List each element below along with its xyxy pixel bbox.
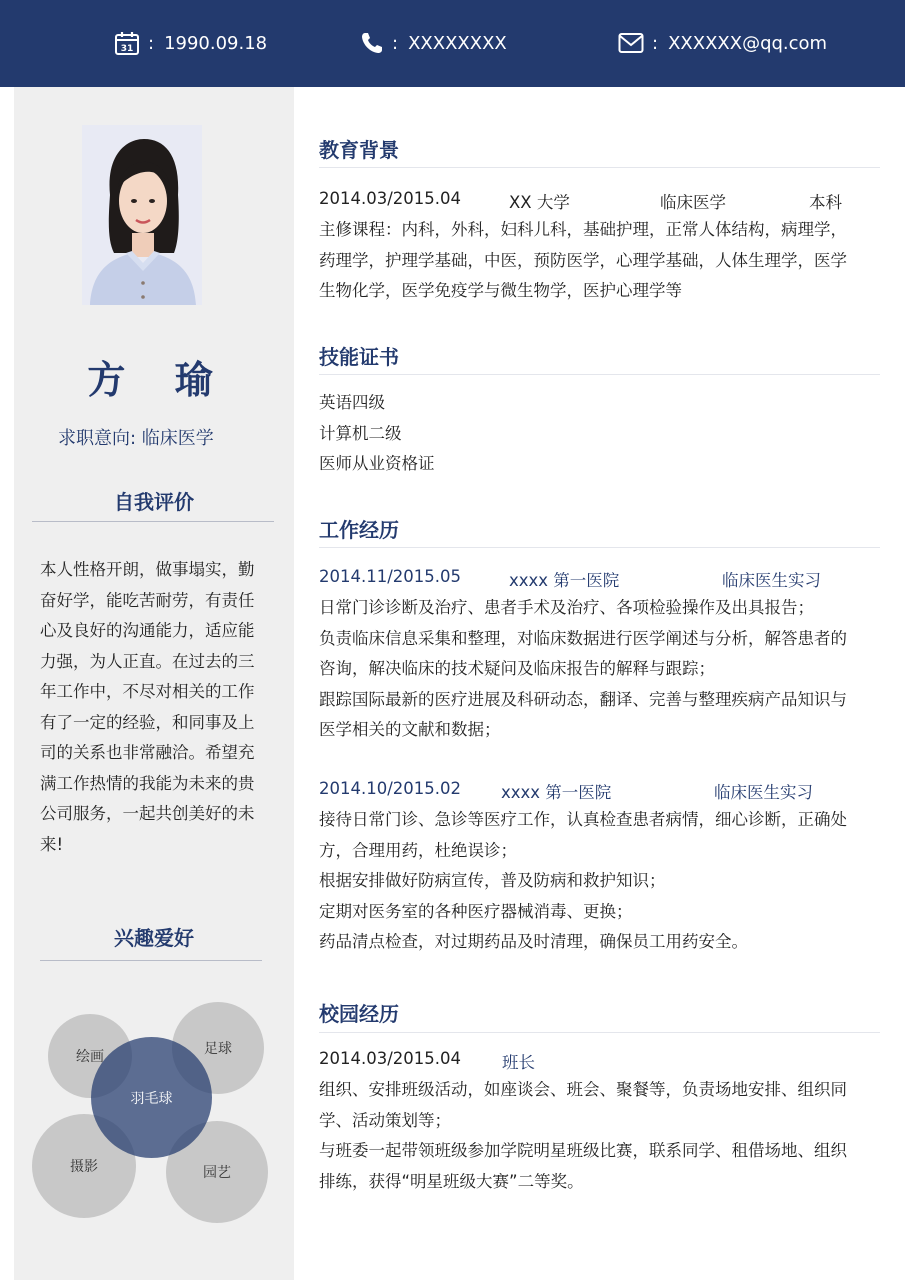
birthday-contact: [114, 28, 267, 58]
svg-text:31: 31: [120, 44, 134, 54]
campus-duty: 排练，获得“明星班级大赛”二等奖。: [319, 1171, 584, 1191]
campus-role: 班长: [502, 1053, 535, 1072]
education-divider: [319, 167, 880, 168]
job-1-org: xxxx 第一医院: [509, 571, 620, 590]
self-eval-line: 奋好学，能吃苦耐劳，有责任: [40, 590, 255, 610]
skills-divider: [319, 374, 880, 375]
self-eval-line: 年工作中，不尽对相关的工作: [40, 682, 255, 701]
self-eval-line: 满工作热情的我能为未来的贵: [40, 773, 255, 793]
job-2-role: 临床医生实习: [714, 783, 813, 802]
education-title: 教育背景: [319, 138, 399, 162]
job-row-1: [319, 567, 821, 590]
job-1-duties: [319, 593, 879, 746]
hobby-painting: 绘画: [48, 1014, 132, 1098]
job-1-role: 临床医生实习: [722, 571, 821, 590]
campus-duties: [319, 1075, 879, 1197]
self-eval-line: 有了一定的经验，和同事及上: [40, 712, 255, 732]
campus-row: [319, 1049, 535, 1072]
email-contact: [618, 28, 827, 58]
job-row-2: [319, 779, 813, 802]
email-value: XXXXXX@qq.com: [668, 32, 828, 54]
self-eval-line: 公司服务，一起共创美好的未: [40, 804, 255, 823]
hobbies-divider: [40, 960, 262, 961]
job-2-org: xxxx 第一医院: [501, 783, 612, 802]
left-sidebar: [14, 87, 294, 1280]
phone-contact: [360, 28, 507, 58]
phone-separator: :: [392, 32, 399, 54]
job-1-duty: 日常门诊诊断及治疗、患者手术及治疗、各项检验操作及出具报告；: [319, 598, 814, 617]
hobby-photography: 摄影: [32, 1114, 136, 1218]
self-eval-line: 司的关系也非常融洽。希望充: [40, 743, 255, 762]
hobby-football: 足球: [172, 1002, 264, 1094]
job-2-duty: 方，合理用药，杜绝误诊；: [319, 840, 517, 860]
job-2-duty: 接待日常门诊、急诊等医疗工作，认真检查患者病情，细心诊断，正确处: [319, 810, 847, 829]
mail-icon: [618, 32, 644, 54]
course-line: 生物化学，医学免疫学与微生物学，医护心理学等: [319, 281, 682, 300]
self-eval-title: 自我评价: [114, 490, 194, 514]
education-school: XX 大学: [509, 193, 570, 212]
self-eval-line: 心及良好的沟通能力，适应能: [40, 621, 255, 640]
campus-duty: 组织、安排班级活动，如座谈会、班会、聚餐等，负责场地安排、组织同: [319, 1080, 847, 1099]
calendar-icon: [114, 30, 140, 56]
self-eval-line: 本人性格开朗，做事塌实，勤: [40, 560, 255, 579]
birthday-separator: :: [148, 32, 155, 54]
phone-value: XXXXXXXX: [408, 32, 507, 54]
phone-icon: [360, 31, 384, 55]
course-line: 主修课程：内科，外科，妇科儿科，基础护理，正常人体结构，病理学，: [319, 220, 847, 239]
campus-title: 校园经历: [319, 1002, 399, 1026]
job-2-duty: 根据安排做好防病宣传，普及防病和救护知识；: [319, 871, 666, 890]
education-row: [319, 189, 842, 212]
education-period: 2014.03/2015.04: [319, 189, 462, 208]
job-2-duty: 药品清点检查，对过期药品及时清理，确保员工用药安全。: [319, 932, 748, 951]
campus-duty: 与班委一起带领班级参加学院明星班级比赛，联系同学、租借场地、组织: [319, 1141, 847, 1160]
education-major: 临床医学: [660, 193, 726, 212]
skill-item: 英语四级: [319, 393, 385, 412]
hobbies-title: 兴趣爱好: [114, 926, 194, 950]
profile-photo: [82, 125, 202, 305]
candidate-name: 方 瑜: [87, 358, 231, 402]
skill-item: 医师从业资格证: [319, 454, 435, 473]
job-2-duty: 定期对医务室的各种医疗器械消毒、更换；: [319, 901, 633, 921]
job-2-duties: [319, 805, 879, 958]
campus-divider: [319, 1032, 880, 1033]
skills-list: [319, 388, 879, 480]
course-line: 药理学，护理学基础，中医，预防医学，心理学基础，人体生理学，医学: [319, 250, 847, 270]
birthday-value: 1990.09.18: [164, 32, 268, 54]
job-2-period: 2014.10/2015.02: [319, 779, 462, 798]
job-intent: 求职意向: 临床医学: [58, 428, 214, 449]
header-bar: [0, 0, 905, 87]
campus-period: 2014.03/2015.04: [319, 1049, 462, 1068]
education-degree: 本科: [809, 193, 842, 212]
job-1-duty: 咨询，解决临床的技术疑问及临床报告的解释与跟踪；: [319, 659, 715, 678]
campus-duty: 学、活动策划等；: [319, 1110, 451, 1130]
self-eval-divider: [32, 521, 274, 522]
job-1-period: 2014.11/2015.05: [319, 567, 462, 586]
job-1-duty: 医学相关的文献和数据；: [319, 720, 501, 739]
work-divider: [319, 547, 880, 548]
job-1-duty: 负责临床信息采集和整理，对临床数据进行医学阐述与分析，解答患者的: [319, 628, 847, 648]
self-eval-text: [40, 555, 266, 860]
hobby-badminton: 羽毛球: [91, 1037, 212, 1158]
skills-title: 技能证书: [319, 345, 399, 369]
self-eval-line: 力强，为人正直。在过去的三: [40, 651, 255, 671]
email-separator: :: [652, 32, 659, 54]
work-title: 工作经历: [319, 518, 399, 542]
hobby-gardening: 园艺: [166, 1121, 268, 1223]
skill-item: 计算机二级: [319, 423, 402, 443]
education-courses: [319, 215, 879, 307]
self-eval-line: 来!: [40, 834, 64, 854]
job-1-duty: 跟踪国际最新的医疗进展及科研动态，翻译、完善与整理疾病产品知识与: [319, 689, 847, 709]
